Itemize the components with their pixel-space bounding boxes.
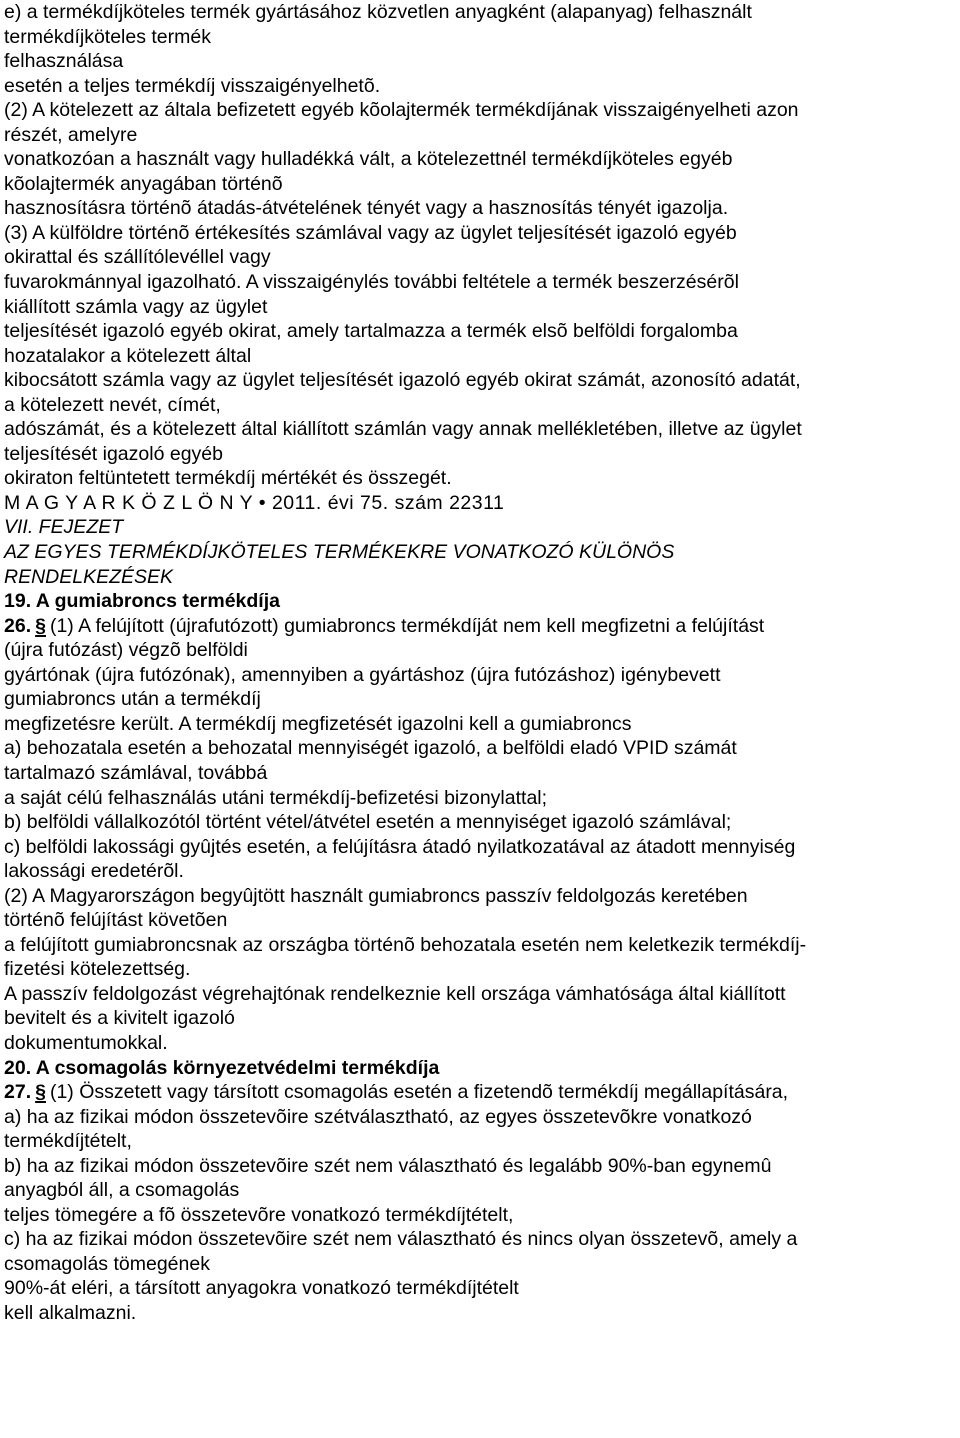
text-line: (3) A külföldre történõ értékesítés számlával vagy az ügylet teljesítését igazoló egyéb [4,221,737,244]
text-line: kibocsátott számla vagy az ügylet teljesítését igazoló egyéb okirat számát, azonosító adatát, [4,369,801,392]
text-line: b) belföldi vállalkozótól történt vétel/átvétel esetén a mennyiséget igazoló számlával; [4,811,732,834]
chapter-heading [4,515,954,589]
text-line: vonatkozóan a használt vagy hulladékká vált, a kötelezettnél termékdíjköteles egyéb [4,148,733,171]
text-line: teljes tömegére a fõ összetevõre vonatkozó termékdíjtételt, [4,1203,514,1226]
text-line: (2) A kötelezett az általa befizetett egyéb kõolajtermék termékdíjának visszaigényelheti azon [4,99,799,122]
text-line: termékdíjtételt, [4,1130,132,1153]
text-line: 90%-át eléri, a társított anyagokra vonatkozó termékdíjtételt [4,1277,519,1300]
text-line: termékdíjköteles termék [4,25,211,48]
text-line: anyagból áll, a csomagolás [4,1179,240,1202]
text-line: a) behozatala esetén a behozatal mennyiségét igazoló, a belföldi eladó VPID számát [4,737,737,760]
text-line: bevitelt és a kivitelt igazoló [4,1007,235,1030]
text-line: a felújított gumiabroncsnak az országba történõ behozatala esetén nem keletkezik termékdíj- [4,933,807,956]
paragraph-sign: § [35,1081,46,1104]
text-line: hozatalakor a kötelezett által [4,344,252,367]
text-line: gyártónak (újra futózónak), amennyiben a gyártáshoz (újra futózáshoz) igénybevett [4,663,721,686]
text-line: c) ha az fizikai módon összetevõire szét nem választható és nincs olyan összetevõ, amely a [4,1228,798,1251]
text-line: kiállított számla vagy az ügylet [4,295,268,318]
text-line: megfizetésre került. A termékdíj megfizetését igazolni kell a gumiabroncs [4,712,632,735]
text-line: teljesítését igazoló egyéb okirat, amely tartalmazza a termék elsõ belföldi forgalomba [4,320,738,343]
section-26 [4,614,954,1056]
text-line: b) ha az fizikai módon összetevõire szét nem választható és legalább 90%-ban egynemû [4,1154,772,1177]
text-line: fuvarokmánnyal igazolható. A visszaigénylés további feltétele a termék beszerzésérõl [4,271,739,294]
text-line: (2) A Magyarországon begyûjtött használt gumiabroncs passzív feldolgozás keretében [4,884,748,907]
document-page [4,0,954,1326]
gazette-header-line: M A G Y A R K Ö Z L Ö N Y • 2011. évi 75. szám 22311 [4,491,505,514]
section-27 [4,1080,954,1325]
text-line: okiraton feltüntetett termékdíj mértékét és összegét. [4,467,452,490]
text-line: kell alkalmazni. [4,1301,137,1324]
section-text: (1) A felújított (újrafutózott) gumiabroncs termékdíját nem kell megfizetni a felújítást [49,614,765,637]
text-line: részét, amelyre [4,123,138,146]
text-line: fizetési kötelezettség. [4,958,191,981]
text-line: adószámát, és a kötelezett által kiállított számlán vagy annak mellékletében, illetve az ügylet [4,418,802,441]
section-heading-20: 20. A csomagolás környezetvédelmi termékdíja [4,1056,440,1079]
text-line: gumiabroncs után a termékdíj [4,688,261,711]
text-line: csomagolás tömegének [4,1252,210,1275]
text-line: c) belföldi lakossági gyûjtés esetén, a felújításra átadó nyilatkozatával az átadott mennyiség [4,835,796,858]
section-27-first-line [4,1080,954,1105]
chapter-title-line-2: RENDELKEZÉSEK [4,565,174,588]
text-line: (újra futózást) végzõ belföldi [4,639,248,662]
paragraph-sign: § [35,614,46,637]
chapter-number: VII. FEJEZET [4,516,124,539]
text-line: a saját célú felhasználás utáni termékdíj-befizetési bizonylattal; [4,786,548,809]
text-line: A passzív feldolgozást végrehajtónak rendelkeznie kell országa vámhatósága által kiállított [4,982,786,1005]
section-26-first-line [4,614,954,639]
text-line: e) a termékdíjköteles termék gyártásához közvetlen anyagként (alapanyag) felhasznált [4,1,752,23]
text-line: dokumentumokkal. [4,1031,168,1054]
text-line: a kötelezett nevét, címét, [4,393,221,416]
section-number: 26. [4,614,32,637]
text-line: kõolajtermék anyagában történõ [4,172,283,195]
text-line: hasznosításra történõ átadás-átvételének tényét vagy a hasznosítás tényét igazolja. [4,197,729,220]
chapter-title-line-1: AZ EGYES TERMÉKDÍJKÖTELES TERMÉKEKRE VONATKOZÓ KÜLÖNÖS [4,541,675,564]
section-number: 27. [4,1081,32,1104]
text-line: teljesítését igazoló egyéb [4,442,223,465]
section-heading-19: 19. A gumiabroncs termékdíja [4,590,280,613]
text-line: okirattal és szállítólevéllel vagy [4,246,271,269]
intro-text-block [4,0,954,491]
text-line: a) ha az fizikai módon összetevõire szétválasztható, az egyes összetevõkre vonatkozó [4,1105,752,1128]
text-line: lakossági eredetérõl. [4,860,184,883]
section-text: (1) Összetett vagy társított csomagolás esetén a fizetendõ termékdíj megállapítására, [49,1081,789,1104]
text-line: felhasználása [4,50,124,73]
text-line: esetén a teljes termékdíj visszaigényelhetõ. [4,74,381,97]
text-line: tartalmazó számlával, továbbá [4,761,268,784]
text-line: történõ felújítást követõen [4,909,228,932]
